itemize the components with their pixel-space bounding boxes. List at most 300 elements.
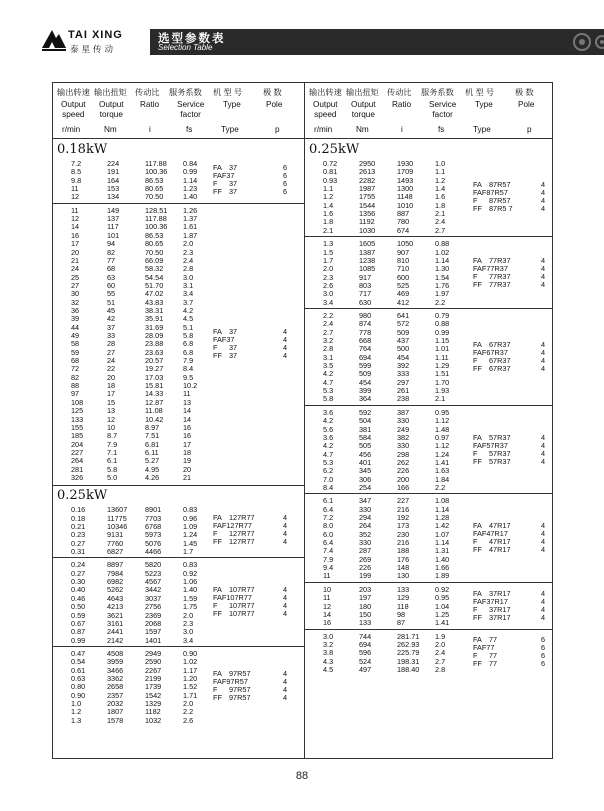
type-prefix: FAF97R57 <box>213 677 248 687</box>
type-prefix: FF <box>213 609 222 619</box>
type-size: 37 <box>229 178 238 188</box>
pole-value: 4 <box>541 187 546 197</box>
right-table-panel <box>305 82 553 759</box>
service-factor-cell: 1.97 <box>435 289 450 299</box>
speed-cell: 0.81 <box>323 167 338 177</box>
ratio-cell: 188 <box>397 546 410 556</box>
column-header-unit-cell: Nm <box>356 125 369 134</box>
service-factor-cell: 3.0 <box>183 627 194 637</box>
pole-value: 4 <box>283 585 288 595</box>
type-size: 127R77 <box>229 537 255 547</box>
page-header <box>0 0 604 62</box>
torque-cell: 264 <box>359 521 372 531</box>
service-factor-cell: 0.84 <box>183 159 198 168</box>
speed-cell: 3.6 <box>323 407 334 417</box>
ratio-cell: 238 <box>397 394 410 404</box>
ratio-cell: 198.31 <box>397 656 420 666</box>
type-prefix: FA <box>213 585 222 595</box>
type-prefix: FA <box>213 669 222 679</box>
service-factor-cell: 14 <box>183 414 192 424</box>
speed-cell: 8.0 <box>323 521 334 531</box>
ratio-cell: 35.91 <box>145 314 164 324</box>
type-size: 67R37 <box>489 355 511 365</box>
type-prefix: F <box>213 685 218 695</box>
service-factor-cell: 0.83 <box>183 505 198 515</box>
pole-value: 4 <box>283 334 288 344</box>
power-section-title: 0.25kW <box>309 142 360 157</box>
type-prefix: FAF77R37 <box>473 263 508 273</box>
ratio-cell: 118 <box>397 601 409 611</box>
column-header-en-cell: Pole <box>266 100 283 109</box>
ratio-cell: 572 <box>397 319 410 329</box>
torque-cell: 101 <box>107 230 120 240</box>
torque-cell: 364 <box>359 394 372 404</box>
ratio-cell: 907 <box>397 247 410 257</box>
speed-cell: 16 <box>71 230 80 240</box>
service-factor-cell: 0.99 <box>435 327 450 337</box>
torque-cell: 2032 <box>107 699 124 708</box>
type-prefix: FF <box>473 545 482 555</box>
ratio-cell: 86.53 <box>145 230 164 240</box>
ratio-cell: 12.87 <box>145 397 164 407</box>
torque-cell: 6827 <box>107 547 124 557</box>
torque-cell: 1807 <box>107 707 124 717</box>
service-factor-cell: 13 <box>183 397 192 407</box>
service-factor-cell: 1.40 <box>435 554 450 564</box>
type-size: 37 <box>229 326 238 336</box>
service-factor-cell: 0.92 <box>435 584 450 594</box>
ratio-cell: 98 <box>397 609 406 619</box>
pole-value: 6 <box>283 186 288 196</box>
service-factor-cell: 2.0 <box>435 639 446 649</box>
speed-cell: 3.8 <box>323 648 334 658</box>
ratio-cell: 23.63 <box>145 347 164 357</box>
column-header-cn-cell: 传动比 <box>135 88 160 97</box>
pole-value: 6 <box>541 651 546 661</box>
ratio-cell: 227 <box>397 496 410 506</box>
speed-cell: 3.2 <box>323 336 334 345</box>
ratio-cell: 43.83 <box>145 297 164 307</box>
service-factor-cell: 0.88 <box>435 239 450 249</box>
service-factor-cell: 1.41 <box>435 457 450 467</box>
ratio-cell: 262 <box>397 457 410 467</box>
ratio-cell: 87 <box>397 618 406 628</box>
speed-cell: 5.6 <box>323 424 334 434</box>
ratio-cell: 437 <box>397 336 410 345</box>
pole-value: 6 <box>541 635 546 645</box>
ratio-cell: 6.81 <box>145 439 160 449</box>
ratio-cell: 6768 <box>145 522 162 531</box>
speed-cell: 0.16 <box>71 505 86 515</box>
torque-cell: 1755 <box>359 192 376 202</box>
pole-value: 4 <box>283 677 288 687</box>
ratio-cell: 281.71 <box>397 631 420 641</box>
speed-cell: 204 <box>71 439 84 449</box>
torque-cell: 2950 <box>359 159 376 168</box>
ratio-cell: 1050 <box>397 239 414 249</box>
torque-cell: 5.8 <box>107 464 118 474</box>
column-header-en-cell: Service factor <box>177 100 205 119</box>
speed-cell: 0.72 <box>323 159 338 168</box>
ratio-cell: 262.93 <box>397 639 420 649</box>
speed-cell: 2.0 <box>323 264 334 274</box>
type-size: 127R77 <box>229 513 255 523</box>
column-header-unit-cell: i <box>149 125 151 134</box>
pole-value: 4 <box>541 255 546 265</box>
torque-cell: 24 <box>107 356 116 366</box>
service-factor-cell: 0.88 <box>435 319 450 329</box>
ratio-cell: 70.50 <box>145 247 164 257</box>
section-divider <box>53 485 304 486</box>
ratio-cell: 130 <box>397 571 410 581</box>
torque-cell: 63 <box>107 272 116 282</box>
speed-cell: 12 <box>71 192 80 202</box>
pole-value: 4 <box>541 363 546 373</box>
service-factor-cell: 2.4 <box>435 217 446 227</box>
ratio-cell: 216 <box>397 504 410 514</box>
type-prefix: FF <box>473 659 482 669</box>
speed-cell: 5.8 <box>323 394 334 404</box>
ratio-cell: 600 <box>397 272 410 282</box>
ratio-cell: 216 <box>397 538 410 548</box>
torque-cell: 199 <box>359 571 372 581</box>
torque-cell: 18 <box>107 381 116 391</box>
service-factor-cell: 21 <box>183 472 192 482</box>
service-factor-cell: 2.3 <box>183 247 194 257</box>
speed-cell: 0.90 <box>71 690 86 700</box>
type-size: 67R37 <box>489 363 511 373</box>
torque-cell: 5.0 <box>107 472 118 482</box>
speed-cell: 58 <box>71 339 80 349</box>
type-size: 97R57 <box>229 693 251 703</box>
torque-cell: 13607 <box>107 505 128 515</box>
ratio-cell: 31.69 <box>145 322 164 332</box>
speed-cell: 4.7 <box>323 449 334 459</box>
type-size: 77 <box>489 659 498 669</box>
torque-cell: 77 <box>107 255 116 265</box>
column-header-en-cell: Type <box>223 100 241 109</box>
service-factor-cell: 1.26 <box>183 205 198 215</box>
speed-cell: 0.18 <box>71 513 86 523</box>
speed-cell: 14 <box>71 222 80 232</box>
type-prefix: F <box>213 601 218 611</box>
column-header-cn-cell: 输出扭矩 <box>346 88 379 97</box>
ratio-cell: 1148 <box>397 192 413 202</box>
column-header-unit-cell: r/min <box>62 125 81 134</box>
service-factor-cell: 1.25 <box>435 609 450 619</box>
type-size: 97R57 <box>229 669 251 679</box>
speed-cell: 108 <box>71 397 84 407</box>
type-prefix: FAF87R57 <box>473 187 508 197</box>
ratio-cell: 3442 <box>145 585 162 595</box>
service-factor-cell: 2.4 <box>183 255 194 265</box>
service-factor-cell: 2.1 <box>435 209 446 219</box>
ratio-cell: 454 <box>397 352 410 362</box>
speed-cell: 2.2 <box>323 310 334 320</box>
speed-cell: 16 <box>323 618 332 628</box>
service-factor-cell: 0.90 <box>183 648 198 658</box>
service-factor-cell: 1.14 <box>435 504 450 514</box>
service-factor-cell: 8.4 <box>183 364 194 374</box>
column-header-cn-cell: 输出转速 <box>309 88 342 97</box>
torque-cell: 399 <box>359 386 372 396</box>
ratio-cell: 297 <box>397 377 410 387</box>
service-factor-cell: 1.1 <box>435 167 446 177</box>
ratio-cell: 5.27 <box>145 456 160 466</box>
pole-value: 4 <box>541 195 546 205</box>
speed-cell: 0.93 <box>323 175 338 185</box>
ratio-cell: 1401 <box>145 635 162 645</box>
service-factor-cell: 2.0 <box>183 699 194 708</box>
speed-cell: 11 <box>323 571 331 581</box>
torque-cell: 7.1 <box>107 447 118 457</box>
ratio-cell: 382 <box>397 432 410 442</box>
ratio-cell: 128.51 <box>145 205 168 215</box>
torque-cell: 17 <box>107 389 116 399</box>
column-header-en-cell: Ratio <box>392 100 412 109</box>
torque-cell: 8.7 <box>107 431 118 441</box>
service-factor-cell: 1.08 <box>435 496 450 506</box>
ratio-cell: 8.97 <box>145 422 160 432</box>
ratio-cell: 641 <box>397 310 410 320</box>
speed-cell: 32 <box>71 297 80 307</box>
ratio-cell: 23.88 <box>145 339 164 349</box>
ratio-cell: 20.57 <box>145 356 164 366</box>
speed-cell: 25 <box>71 272 80 282</box>
torque-cell: 224 <box>107 159 120 168</box>
torque-cell: 254 <box>359 482 372 492</box>
service-factor-cell: 1.24 <box>435 449 450 459</box>
torque-cell: 7984 <box>107 568 124 578</box>
type-prefix: F <box>473 195 478 205</box>
speed-cell: 1.2 <box>323 192 334 202</box>
speed-cell: 1.8 <box>323 217 334 227</box>
speed-cell: 185 <box>71 431 84 441</box>
service-factor-cell: 1.71 <box>183 690 198 700</box>
ratio-cell: 674 <box>397 225 410 235</box>
pole-value: 4 <box>283 685 288 695</box>
speed-cell: 4.3 <box>323 656 334 666</box>
speed-cell: 3.1 <box>323 352 334 362</box>
speed-cell: 1.2 <box>71 707 82 717</box>
ratio-cell: 2369 <box>145 610 162 620</box>
ratio-cell: 1597 <box>145 627 162 637</box>
mountain-logo-icon <box>40 26 68 52</box>
pole-value: 4 <box>283 342 288 352</box>
ratio-cell: 7.51 <box>145 431 160 441</box>
ratio-cell: 7703 <box>145 513 162 523</box>
ratio-cell: 133 <box>397 584 410 594</box>
ratio-cell: 2756 <box>145 602 162 612</box>
ratio-cell: 333 <box>397 369 410 379</box>
torque-cell: 330 <box>359 504 372 514</box>
torque-cell: 509 <box>359 369 372 379</box>
type-size: 87R5 7 <box>489 203 513 213</box>
speed-cell: 0.80 <box>71 682 86 692</box>
speed-cell: 2.3 <box>323 272 334 282</box>
speed-cell: 2.6 <box>323 280 334 290</box>
speed-cell: 0.46 <box>71 593 86 603</box>
speed-cell: 2.7 <box>323 327 334 337</box>
ratio-cell: 5223 <box>145 568 162 578</box>
service-factor-cell: 1.89 <box>435 571 450 581</box>
type-size: 47R17 <box>489 521 511 531</box>
speed-cell: 1.1 <box>323 184 334 194</box>
pole-value: 4 <box>283 593 288 603</box>
torque-cell: 12 <box>107 414 116 424</box>
pole-value: 4 <box>541 604 546 614</box>
speed-cell: 6.0 <box>323 529 334 539</box>
service-factor-cell: 1.84 <box>435 474 450 484</box>
ratio-cell: 780 <box>397 217 410 227</box>
speed-cell: 3.2 <box>323 639 334 649</box>
pole-value: 4 <box>541 545 546 555</box>
block-divider <box>305 629 552 630</box>
torque-cell: 1085 <box>359 264 376 274</box>
ratio-cell: 11.08 <box>145 406 163 416</box>
pole-value: 4 <box>283 601 288 611</box>
column-header-unit-cell: Type <box>473 125 491 134</box>
service-factor-cell: 0.92 <box>183 568 198 578</box>
type-prefix: FAF107R77 <box>213 593 252 603</box>
block-divider <box>305 493 552 494</box>
torque-cell: 1387 <box>359 247 376 257</box>
service-factor-cell: 1.7 <box>183 547 194 557</box>
ratio-cell: 80.65 <box>145 239 164 249</box>
torque-cell: 2613 <box>359 167 376 177</box>
column-header-cn-cell: 输出转速 <box>57 88 90 97</box>
torque-cell: 4643 <box>107 593 124 603</box>
type-size: 47R17 <box>489 537 511 547</box>
block-divider <box>305 582 552 583</box>
pole-value: 4 <box>541 339 546 349</box>
pole-value: 4 <box>541 179 546 189</box>
service-factor-cell: 20 <box>183 464 192 474</box>
type-prefix: FA <box>473 339 482 349</box>
column-header-unit-cell: p <box>275 125 280 134</box>
speed-cell: 227 <box>71 447 84 457</box>
pole-value: 4 <box>283 529 288 539</box>
type-prefix: FA <box>473 635 482 645</box>
speed-cell: 1.3 <box>323 239 334 249</box>
ratio-cell: 230 <box>397 529 410 539</box>
ratio-cell: 86.53 <box>145 175 164 185</box>
type-prefix: FF <box>213 693 222 703</box>
block-divider <box>53 557 304 558</box>
page-title: 选型参数表 <box>158 33 226 45</box>
torque-cell: 149 <box>107 205 120 215</box>
type-size: 37 <box>229 350 238 360</box>
ratio-cell: 2590 <box>145 657 162 667</box>
torque-cell: 82 <box>107 247 116 257</box>
speed-cell: 12 <box>71 214 80 224</box>
torque-cell: 352 <box>359 529 372 539</box>
pole-value: 4 <box>541 440 546 450</box>
power-section-title: 0.18kW <box>57 142 108 157</box>
torque-cell: 1356 <box>359 209 376 219</box>
speed-cell: 39 <box>71 314 80 324</box>
ratio-cell: 100.36 <box>145 222 168 232</box>
service-factor-cell: 1.04 <box>435 601 450 611</box>
service-factor-cell: 1.66 <box>435 563 450 573</box>
service-factor-cell: 14 <box>183 406 192 416</box>
speed-cell: 7.9 <box>323 554 334 564</box>
speed-cell: 3.4 <box>323 297 334 307</box>
torque-cell: 287 <box>359 546 372 556</box>
speed-cell: 1.6 <box>323 209 334 219</box>
service-factor-cell: 2.0 <box>183 239 194 249</box>
ratio-cell: 1739 <box>145 682 162 692</box>
torque-cell: 2357 <box>107 690 124 700</box>
brand-logo <box>40 26 148 58</box>
torque-cell: 330 <box>359 538 372 548</box>
speed-cell: 0.21 <box>71 522 86 531</box>
type-prefix: F <box>473 355 478 365</box>
torque-cell: 3466 <box>107 665 124 675</box>
service-factor-cell: 1.6 <box>435 192 446 202</box>
column-header-en-cell: Type <box>475 100 493 109</box>
speed-cell: 6.4 <box>323 538 334 548</box>
type-size: 77R37 <box>489 255 511 265</box>
service-factor-cell: 2.2 <box>183 707 194 717</box>
pole-value: 4 <box>541 521 546 531</box>
pole-value: 4 <box>283 350 288 360</box>
service-factor-cell: 4.5 <box>183 314 194 324</box>
speed-cell: 1.4 <box>323 200 334 210</box>
pole-value: 4 <box>541 612 546 622</box>
torque-cell: 137 <box>107 214 120 224</box>
service-factor-cell: 3.1 <box>183 280 194 290</box>
speed-cell: 5.3 <box>323 386 334 396</box>
speed-cell: 4.2 <box>323 369 334 379</box>
speed-cell: 2.8 <box>323 344 334 354</box>
speed-cell: 3.0 <box>323 631 334 641</box>
service-factor-cell: 2.6 <box>183 715 194 725</box>
service-factor-cell: 1.17 <box>183 665 198 675</box>
type-prefix: FAF47R17 <box>473 529 508 539</box>
service-factor-cell: 1.12 <box>435 441 450 451</box>
torque-cell: 15 <box>107 397 116 407</box>
service-factor-cell: 1.31 <box>435 546 450 556</box>
speed-cell: 82 <box>71 372 80 382</box>
pole-value: 6 <box>541 659 546 669</box>
service-factor-cell: 1.02 <box>183 657 198 667</box>
left-table-panel <box>52 82 305 759</box>
torque-cell: 401 <box>359 457 372 467</box>
pole-value: 4 <box>541 279 546 289</box>
ratio-cell: 66.09 <box>145 255 164 265</box>
column-header-unit-cell: fs <box>186 125 193 134</box>
speed-cell: 10 <box>323 584 332 594</box>
service-factor-cell: 19 <box>183 456 192 466</box>
ratio-cell: 330 <box>397 416 410 426</box>
type-prefix: FAF77 <box>473 643 495 653</box>
pole-value: 4 <box>283 693 288 703</box>
service-factor-cell: 0.99 <box>183 167 198 177</box>
speed-cell: 8.5 <box>71 167 82 177</box>
type-size: 77 <box>489 651 498 661</box>
ratio-cell: 1493 <box>397 175 414 185</box>
ratio-cell: 4.95 <box>145 464 160 474</box>
ratio-cell: 2199 <box>145 673 162 683</box>
service-factor-cell: 0.96 <box>183 513 198 523</box>
torque-cell: 1605 <box>359 239 376 249</box>
torque-cell: 668 <box>359 336 372 345</box>
torque-cell: 381 <box>359 424 372 434</box>
speed-cell: 11 <box>71 184 79 194</box>
ratio-cell: 1329 <box>145 699 162 708</box>
type-size: 37R17 <box>489 588 511 598</box>
